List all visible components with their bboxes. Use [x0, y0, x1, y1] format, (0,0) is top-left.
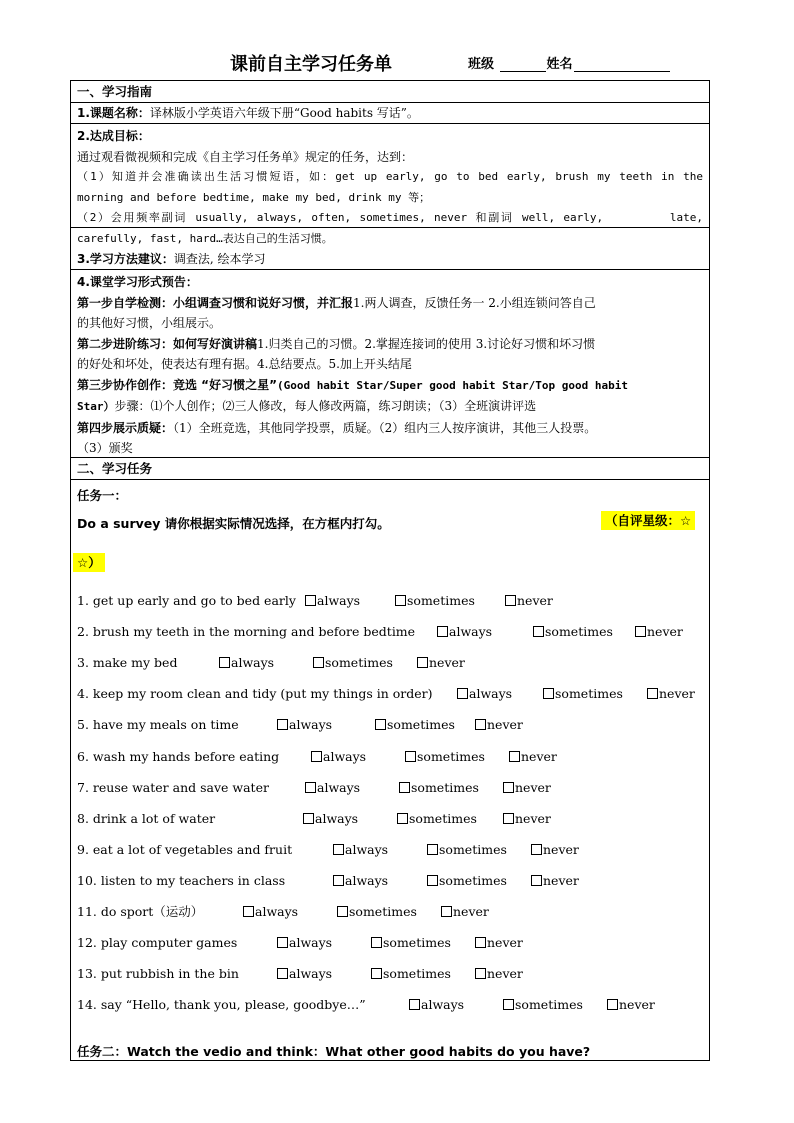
option-never[interactable]: [531, 840, 579, 860]
step2-text-b: 的好处和坏处，使表达有理有据。4.总结要点。5.加上开头结尾: [77, 357, 412, 371]
survey-item-text: 8. drink a lot of water: [77, 810, 216, 826]
checkbox[interactable]: [533, 626, 544, 637]
section2-heading: 二、学习任务: [77, 461, 153, 476]
option-always[interactable]: [219, 653, 274, 673]
option-label: sometimes: [439, 872, 507, 888]
option-label: always: [289, 966, 333, 982]
option-never[interactable]: [509, 747, 557, 767]
option-label: always: [421, 997, 465, 1013]
option-sometimes[interactable]: [313, 653, 393, 673]
survey-item-text: 11. do sport（运动）: [77, 904, 204, 919]
checkbox[interactable]: [371, 968, 382, 979]
course-value: 译林版小学英语六年级下册“Good habits 写话”。: [149, 106, 419, 120]
option-label: sometimes: [387, 717, 455, 733]
step3-text-a: (Good habit Star/Super good habit Star/Top good habit: [276, 378, 628, 392]
option-label: sometimes: [411, 779, 479, 795]
option-label: never: [429, 655, 465, 671]
survey-row: [77, 902, 705, 922]
option-label: sometimes: [349, 904, 417, 919]
checkbox[interactable]: [405, 751, 416, 762]
option-sometimes[interactable]: [543, 684, 623, 704]
option-label: always: [345, 841, 389, 857]
option-label: sometimes: [325, 655, 393, 671]
option-label: always: [317, 779, 361, 795]
option-sometimes[interactable]: [397, 809, 477, 829]
option-never[interactable]: [503, 778, 551, 798]
option-label: never: [619, 997, 655, 1013]
option-label: never: [517, 593, 553, 608]
option-label: always: [469, 686, 513, 702]
option-label: always: [323, 748, 367, 764]
checkbox[interactable]: [395, 595, 406, 606]
survey-item-text: 12. play computer games: [77, 935, 238, 951]
option-always[interactable]: [311, 747, 366, 767]
section1-heading: 一、学习指南: [77, 84, 153, 99]
checkbox[interactable]: [475, 719, 486, 730]
checkbox[interactable]: [427, 875, 438, 886]
name-label: 姓名: [546, 57, 573, 72]
checkbox[interactable]: [337, 906, 348, 917]
survey-row: [77, 964, 705, 984]
option-sometimes[interactable]: [395, 591, 475, 611]
survey-item-text: 9. eat a lot of vegetables and fruit: [77, 841, 293, 857]
course-row: [71, 103, 709, 124]
checkbox[interactable]: [503, 999, 514, 1010]
goal2-line2: carefully, fast, hard…表达自己的生活习惯。: [77, 231, 333, 245]
option-label: sometimes: [407, 593, 475, 608]
checkbox[interactable]: [503, 782, 514, 793]
self-rating-label: （自评星级：☆: [601, 511, 695, 530]
checkbox[interactable]: [475, 937, 486, 948]
option-always[interactable]: [437, 622, 492, 642]
checkbox[interactable]: [375, 719, 386, 730]
option-never[interactable]: [417, 653, 465, 673]
step3-text-b: 步骤：⑴个人创作；⑵三人修改，每人修改两篇，练习朗读；（3）全班演讲评选: [114, 399, 537, 413]
survey-item-text: 4. keep my room clean and tidy (put my things in order): [77, 686, 433, 702]
checkbox[interactable]: [371, 937, 382, 948]
option-label: never: [543, 872, 579, 888]
survey-item-text: 2. brush my teeth in the morning and before bedtime: [77, 624, 416, 640]
option-always[interactable]: [409, 995, 464, 1015]
option-label: always: [289, 717, 333, 733]
option-label: sometimes: [383, 966, 451, 982]
option-label: always: [345, 872, 389, 888]
option-never[interactable]: [503, 809, 551, 829]
option-never[interactable]: [475, 964, 523, 984]
checkbox[interactable]: [543, 688, 554, 699]
option-sometimes[interactable]: [427, 840, 507, 860]
checkbox[interactable]: [303, 813, 314, 824]
option-label: never: [453, 904, 489, 919]
section1-heading-row: [71, 81, 709, 103]
checkbox[interactable]: [503, 813, 514, 824]
step4-label: 第四步展示质疑：: [77, 420, 174, 435]
goal1-line1: （1）知道并会准确读出生活习惯短语，如：get up early, go to bed early, brush my teeth in the: [77, 170, 703, 183]
checkbox[interactable]: [635, 626, 646, 637]
checkbox[interactable]: [437, 626, 448, 637]
checkbox[interactable]: [417, 657, 428, 668]
option-label: never: [543, 841, 579, 857]
method-value: 调查法, 绘本学习: [173, 252, 266, 266]
checkbox[interactable]: [305, 782, 316, 793]
option-always[interactable]: [277, 933, 332, 953]
option-label: never: [487, 966, 523, 982]
option-label: never: [515, 779, 551, 795]
option-label: sometimes: [409, 810, 477, 826]
option-label: sometimes: [439, 841, 507, 857]
goals-cell: [71, 124, 709, 251]
step1-label: 第一步自学检测：小组调查习惯和说好习惯，并汇报: [77, 295, 354, 310]
option-sometimes[interactable]: [371, 933, 451, 953]
survey-item-text: 10. listen to my teachers in class: [77, 872, 286, 888]
rating-box-a[interactable]: [601, 510, 695, 529]
option-sometimes[interactable]: [337, 902, 417, 922]
survey-row: [77, 591, 705, 611]
step4-text-a: （1）全班竞选，其他同学投票，质疑。（2）组内三人按序演讲，其他三人投票。: [173, 420, 597, 435]
option-sometimes[interactable]: [405, 747, 485, 767]
name-blank[interactable]: [574, 58, 670, 72]
survey-item-text: 3. make my bed: [77, 655, 178, 671]
checkbox[interactable]: [647, 688, 658, 699]
rating-box-b[interactable]: [73, 552, 105, 571]
step1-text-b: 的其他好习惯，小组展示。: [77, 316, 222, 330]
option-label: never: [515, 810, 551, 826]
checkbox[interactable]: [243, 906, 254, 917]
checkbox[interactable]: [333, 875, 344, 886]
checkbox[interactable]: [457, 688, 468, 699]
option-label: always: [255, 904, 299, 919]
checkbox[interactable]: [277, 719, 288, 730]
class-form-row: [71, 270, 709, 458]
survey-row: [77, 871, 705, 891]
option-always[interactable]: [305, 591, 360, 611]
page-title: 课前自主学习任务单: [230, 54, 392, 75]
option-always[interactable]: [333, 871, 388, 891]
goals-row: [71, 124, 709, 245]
student-info: [468, 53, 670, 72]
option-always[interactable]: [305, 778, 360, 798]
checkbox[interactable]: [509, 751, 520, 762]
section2-heading-row: [71, 458, 709, 480]
checkbox[interactable]: [305, 595, 316, 606]
checkbox[interactable]: [277, 968, 288, 979]
checkbox[interactable]: [219, 657, 230, 668]
survey-row: [77, 622, 705, 642]
survey-row: [77, 684, 705, 704]
option-label: always: [315, 810, 359, 826]
checkbox[interactable]: [427, 844, 438, 855]
checkbox[interactable]: [399, 782, 410, 793]
option-never[interactable]: [505, 591, 553, 611]
survey-row: [77, 653, 705, 673]
method-cell: [71, 248, 709, 270]
task1-title: 任务一：: [77, 488, 128, 503]
option-sometimes[interactable]: [503, 995, 583, 1015]
option-always[interactable]: [277, 715, 332, 735]
survey-row: [77, 778, 705, 798]
survey-item-text: 13. put rubbish in the bin: [77, 966, 239, 982]
form-label: 4.课堂学习形式预告：: [77, 275, 198, 289]
option-label: always: [317, 593, 361, 608]
option-label: never: [487, 717, 523, 733]
method-row: [71, 248, 709, 270]
option-always[interactable]: [303, 809, 358, 829]
option-sometimes[interactable]: [533, 622, 613, 642]
course-cell: [71, 103, 709, 124]
class-form-cell: [71, 270, 709, 461]
survey-row: [77, 715, 705, 735]
option-label: never: [521, 748, 557, 764]
step3-label: 第三步协作创作：竞选 “好习惯之星”: [77, 377, 277, 392]
option-label: never: [659, 686, 695, 702]
step4-text-b: （3）颁奖: [77, 441, 133, 455]
option-never[interactable]: [441, 902, 489, 922]
class-label: 班级: [468, 57, 495, 72]
goal-label: 2.达成目标：: [77, 129, 150, 143]
step1-text-a: 1.两人调查，反馈任务一 2.小组连锁问答自己: [353, 295, 596, 310]
option-sometimes[interactable]: [399, 778, 479, 798]
option-label: never: [487, 935, 523, 951]
class-blank[interactable]: [500, 58, 546, 72]
goal2-line1: （2）会用频率副词 usually, always, often, sometimes, never 和副词 well, early, late,: [77, 211, 703, 224]
checkbox[interactable]: [397, 813, 408, 824]
task2-prompt: 任务二：Watch the vedio and think：What other good habits do you have?: [77, 1044, 591, 1059]
checkbox[interactable]: [277, 937, 288, 948]
survey-row: [77, 933, 705, 953]
option-never[interactable]: [607, 995, 655, 1015]
task-sheet-table: [70, 80, 710, 1061]
option-label: sometimes: [555, 686, 623, 702]
option-label: sometimes: [383, 935, 451, 951]
page-header: [0, 50, 794, 76]
method-label: 3.学习方法建议：: [77, 252, 174, 266]
survey-item-text: 1. get up early and go to bed early: [77, 593, 296, 608]
option-always[interactable]: [457, 684, 512, 704]
option-label: sometimes: [545, 624, 613, 640]
option-never[interactable]: [531, 871, 579, 891]
task1-instruction: Do a survey 请你根据实际情况选择，在方框内打勾。: [77, 516, 390, 531]
option-label: always: [289, 935, 333, 951]
survey-item-text: 14. say “Hello, thank you, please, goodbye…”: [77, 997, 366, 1013]
checkbox[interactable]: [475, 968, 486, 979]
step2-text-a: 1.归类自己的习惯。2.掌握连接词的使用 3.讨论好习惯和坏习惯: [257, 336, 596, 351]
option-label: never: [647, 624, 683, 640]
option-sometimes[interactable]: [375, 715, 455, 735]
self-rating-stars: ☆）: [73, 553, 105, 572]
checkbox[interactable]: [333, 844, 344, 855]
option-sometimes[interactable]: [371, 964, 451, 984]
option-never[interactable]: [647, 684, 695, 704]
survey-row: [77, 809, 705, 829]
step3-text-b-bold: Star）: [77, 400, 115, 413]
option-always[interactable]: [243, 902, 298, 922]
goal1-line2: morning and before bedtime, make my bed, drink my 等；: [77, 190, 431, 204]
option-always[interactable]: [277, 964, 332, 984]
option-label: sometimes: [515, 997, 583, 1013]
goal-intro: 通过观看微视频和完成《自主学习任务单》规定的任务，达到：: [77, 149, 414, 164]
option-never[interactable]: [475, 715, 523, 735]
checkbox[interactable]: [607, 999, 618, 1010]
option-label: always: [231, 655, 275, 671]
checkbox[interactable]: [409, 999, 420, 1010]
checkbox[interactable]: [313, 657, 324, 668]
survey-item-text: 5. have my meals on time: [77, 717, 239, 733]
option-sometimes[interactable]: [427, 871, 507, 891]
checkbox[interactable]: [531, 875, 542, 886]
checkbox[interactable]: [505, 595, 516, 606]
checkbox[interactable]: [531, 844, 542, 855]
survey-row: [77, 995, 705, 1015]
survey-row: [77, 840, 705, 860]
survey-item-text: 7. reuse water and save water: [77, 779, 269, 795]
survey-row: [77, 747, 705, 767]
option-label: always: [449, 624, 493, 640]
checkbox[interactable]: [441, 906, 452, 917]
option-label: sometimes: [417, 748, 485, 764]
checkbox[interactable]: [311, 751, 322, 762]
survey-item-text: 6. wash my hands before eating: [77, 748, 280, 764]
option-always[interactable]: [333, 840, 388, 860]
course-label: 1.课题名称：: [77, 106, 150, 120]
option-never[interactable]: [635, 622, 683, 642]
step2-label: 第二步进阶练习：如何写好演讲稿: [77, 336, 258, 351]
option-never[interactable]: [475, 933, 523, 953]
